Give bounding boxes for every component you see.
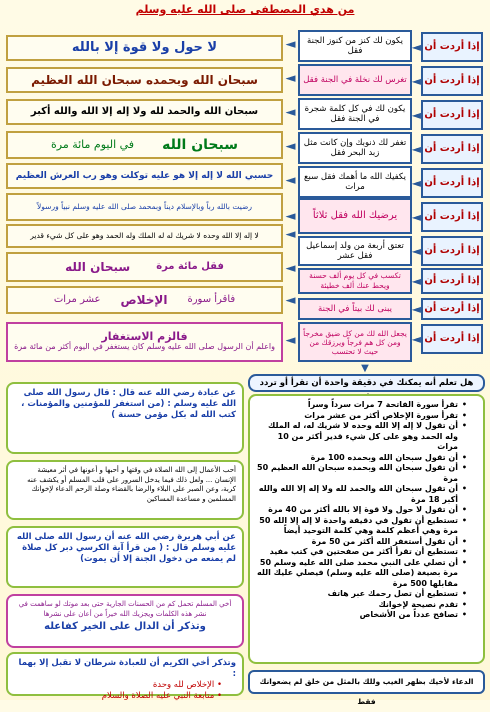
fact-item: • تصافح عدداً من الأشخاص [256,610,467,621]
arrow-left-icon: ◄ [411,332,421,346]
row-tag: إذا أردت أن [421,236,483,266]
row-condition: تغفر لك ذنوبك وإن كانت مثل زبد البحر فقل [298,132,412,164]
arrow-left-icon: ◄ [285,293,296,308]
arrow-left-icon: ◄ [285,173,296,188]
row-result: سبحان الله والحمد لله ولا إله إلا الله والله أكبر [6,99,283,125]
row-result-note: عشر مرات [53,294,101,305]
row-condition: يكون لك كنز من كنوز الجنة فقل [298,30,412,62]
row-result-note: في اليوم مائة مرة [51,138,135,151]
condition-item: • الإخلاص لله وحدة [152,680,222,690]
arrow-left-icon: ◄ [285,105,296,120]
arrow-left-icon: ◄ [285,37,296,52]
fact-item: • أن تقول سبحان الله وبحمده سبحان الله العظيم 50 مرة [256,463,467,484]
row-result-note: واعلم أن الرسول صلى الله عليه وسلم كان يستغفر في اليوم أكثر من مائة مرة [14,342,275,351]
fact-item: • أن تقول سبحان الله وبحمده 100 مرة [256,453,467,464]
row-result-box [6,252,283,282]
row-condition: يكون لك في كل كلمة شجرة في الجنة فقل [298,98,412,130]
row-condition: يبنى لك بيتاً في الجنة [298,298,412,320]
row-tag: إذا أردت أن [421,134,483,164]
fact-item: • أن تقول لا إله إلا الله وحده لا شريك له، له الملك وله الحمد وهو على كل شيء قدير أكثر من 10 مرات [256,421,467,453]
row-condition: يكفيك الله ما أهمك فقل سبع مرات [298,166,412,198]
row-tag: إذا أردت أن [421,324,483,354]
fact-item: • تستطيع أن تصل رحمك عبر هاتف [256,589,467,600]
row-tag: إذا أردت أن [421,66,483,96]
footer-note: الدعاء لأخيك بظهر الغيب وللك بالمثل من خلق لم يضعوانك فقط [248,670,485,694]
fact-item: • تستطيع أن تقول في دقيقة واحدة لا إله إلا الله 50 مرة وهي أعظم كلمة وهي كلمة التوحيد أيضاً [256,516,467,537]
facts-items [256,400,477,621]
fact-item: • أن تصلي على النبي محمد صلى الله عليه وسلم 50 مرة بصيغة (صلى الله عليه وسلم) فيصلي عليك الله مقابلها 500 مرة [256,558,467,590]
arrow-left-icon: ◄ [411,74,421,88]
row-result: لا حول ولا قوة إلا بالله [6,35,283,61]
conditions-card [6,652,244,701]
row-condition: تكسب في كل يوم ألف حسنة ويحط عنك ألف خطيئة [298,268,412,294]
row-condition: تغرس لك نخلة في الجنة فقل [298,64,412,96]
row-condition: يرضيك الله فقل ثلاثاً [298,198,412,234]
share-card-text: أخي المسلم تحمل كم من الحسنات الجارية حتى بعد موتك لو ساهمت في نشر هذه الكلمات ويجزيك الله خيراً من أعان على نشرها [18,600,232,618]
row-tag: إذا أردت أن [421,168,483,198]
arrow-left-icon: ◄ [285,139,296,154]
row-result-box [6,131,283,159]
arrow-left-icon: ◄ [411,40,421,54]
hadith-card: عن أبي هريرة رضي الله عنه أن رسول الله صلى الله عليه وسلم قال : ( من قرأ آية الكرسي دبر كل صلاة لم يمنعه من دخول الجنة إلا أن يموت) [6,526,244,588]
row-result-box [6,322,283,362]
row-result-box [6,286,283,314]
fact-item: • أن تقول سبحان الله والحمد لله ولا إله إلا الله والله أكبر 18 مرة [256,484,467,505]
condition-item-text: الإخلاص لله وحدة [152,680,215,690]
row-condition: تعتق أربعة من ولد إسماعيل فقل عشر [298,236,412,266]
arrow-left-icon: ◄ [411,244,421,258]
row-tag: إذا أردت أن [421,32,483,62]
row-result-note: فقل مائة مرة [156,261,224,272]
arrow-left-icon: ◄ [285,261,296,276]
conditions-title: وتذكر أخي الكريم أن للعبادة شرطان لا تقبل إلا بهما : [18,658,236,679]
page-title: من هدي المصطفى صلى الله عليه وسلم [135,3,355,16]
row-tag: إذا أردت أن [421,202,483,232]
condition-item-text: متابعة النبي عليه الصلاة والسلام [101,691,215,701]
did-you-know-heading: هل تعلم أنه يمكنك في دقيقة واحدة أن تقرأ أو تردد [248,374,485,392]
advice-card: أحب الأعمال إلى الله الصلاة في وقتها و أحبها و أعونها في أثر معيشة الإنسان ... ولعل ذلك فيما يدخل السرور على قلب المسلم أو يكشف عنه كربة، وعن الصبر على البلاء والرضا بالقضاء وصلة الرحم الدعاء لإخوانك المسلمين و مساعدة المساكين [6,460,244,520]
arrow-left-icon: ◄ [411,210,421,224]
fact-item: • أن تقول أستغفر الله أكثر من 50 مرة [256,537,467,548]
row-result-phrase: الإخلاص [120,293,168,307]
row-result-phrase: سبحان الله [65,260,131,274]
arrow-left-icon: ◄ [411,108,421,122]
arrow-down-icon: ▼ [361,363,369,374]
row-result-phrase: فالزم الاستغفار [101,330,188,343]
row-condition: يجعل الله لك من كل ضيق مخرجاً ومن كل هم فرجاً ويرزقك من حيث لا تحتسب [298,322,412,362]
row-result-phrase: سبحان الله [162,137,238,153]
row-result: رضيت بالله رباً وبالإسلام ديناً وبمحمد صلى الله عليه وسلم نبياً ورسولاً [6,193,283,221]
arrow-left-icon: ◄ [285,227,296,242]
arrow-left-icon: ◄ [411,274,421,288]
arrow-left-icon: ◄ [411,176,421,190]
arrow-left-icon: ◄ [285,209,296,224]
row-result: حسبي الله لا إله إلا هو عليه توكلت وهو رب العرش العظيم [6,163,283,189]
arrow-left-icon: ◄ [285,71,296,86]
facts-list [248,394,485,664]
row-tag: إذا أردت أن [421,298,483,320]
fact-item: • تستطيع أن تقرأ أكثر من صفحتين في كتب مفيد [256,547,467,558]
row-tag: إذا أردت أن [421,268,483,294]
arrow-left-icon: ◄ [411,142,421,156]
fact-item: • تقرأ سورة الفاتحة 7 مرات سرداً وسراً [256,400,467,411]
arrow-left-icon: ◄ [285,333,296,348]
fact-item: • تقرأ سورة الإخلاص أكثر من عشر مرات [256,411,467,422]
share-card [6,594,244,648]
row-tag: إذا أردت أن [421,100,483,130]
row-result: سبحان الله وبحمده سبحان الله العظيم [6,67,283,93]
hadith-card: عن عبادة رضي الله عنه قال : قال رسول الله صلى الله عليه وسلم : (من استغفر للمؤمنين والمؤمنات ، كتب الله له بكل مؤمن حسنة ) [6,382,244,454]
share-card-highlight: وتذكر أن الدال على الخير كفاعله [44,621,206,632]
row-result-note: فاقرأ سورة [187,294,236,305]
condition-item: • متابعة النبي عليه الصلاة والسلام [101,691,222,701]
arrow-left-icon: ◄ [411,302,421,316]
fact-item: • أن تقول لا حول ولا قوة إلا بالله أكثر من 40 مرة [256,505,467,516]
fact-item: • تقدم نصيحة لإخوانك [256,600,467,611]
row-result: لا إله إلا الله وحده لا شريك له له الملك وله الحمد وهو على كل شيء قدير [6,224,283,248]
